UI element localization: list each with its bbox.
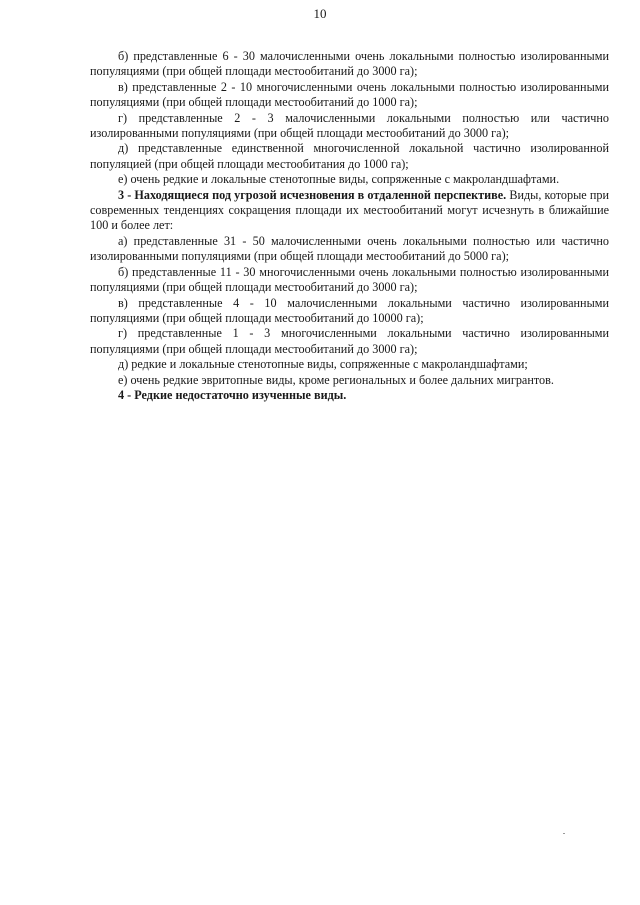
category-3-item-d: д) редкие и локальные стенотопные виды, сопряженные с макроландшафтами; bbox=[118, 357, 528, 372]
category-3-item-a: а) представленные 31 - 50 малочисленными очень локальными полностью или частично изолированными популяциями (при общей площади местообитаний до 5000 га); bbox=[90, 233, 609, 264]
category-3-paragraph bbox=[90, 188, 609, 234]
list-item-g: г) представленные 2 - 3 малочисленными локальными полностью или частично изолированными популяциями (при общей площади местообитаний до 3000 га); bbox=[90, 110, 609, 141]
category-3-description: Виды, которые при современных тенденциях сокращения площади их местообитаний могут исчезнуть в ближайшие 100 и более лет: bbox=[90, 187, 609, 233]
document-body bbox=[90, 49, 609, 403]
category-3-item-e: е) очень редкие эвритопные виды, кроме региональных и более дальних мигрантов. bbox=[118, 372, 554, 387]
list-item-v: в) представленные 2 - 10 многочисленными очень локальными полностью изолированными популяциями (при общей площади местообитаний до 1000 га); bbox=[90, 79, 609, 110]
category-3-item-b: б) представленные 11 - 30 многочисленными очень локальными полностью изолированными популяциями (при общей площади местообитаний до 3000 га); bbox=[90, 264, 609, 295]
category-3-item-g: г) представленные 1 - 3 многочисленными локальными частично изолированными популяциями (при общей площади местообитаний до 3000 га); bbox=[90, 326, 609, 356]
list-item-b: б) представленные 6 - 30 малочисленными очень локальными полностью изолированными популяциями (при общей площади местообитаний до 3000 га); bbox=[90, 49, 609, 79]
list-item-e: е) очень редкие и локальные стенотопные виды, сопряженные с макроландшафтами. bbox=[118, 172, 560, 187]
scan-speck bbox=[563, 833, 565, 834]
page-number: 10 bbox=[313, 6, 327, 21]
category-4-heading: 4 - Редкие недостаточно изученные виды. bbox=[118, 387, 347, 402]
category-4-paragraph bbox=[90, 388, 609, 403]
category-3-item-v: в) представленные 4 - 10 малочисленными локальными частично изолированными популяциями (при общей площади местообитаний до 10000 га); bbox=[90, 295, 609, 325]
list-item-d: д) представленные единственной многочисленной локальной частично изолированной популяцией (при общей площади местообитания до 1000 га); bbox=[90, 141, 609, 171]
category-3-heading: 3 - Находящиеся под угрозой исчезновения в отдаленной перспективе. bbox=[118, 187, 507, 202]
